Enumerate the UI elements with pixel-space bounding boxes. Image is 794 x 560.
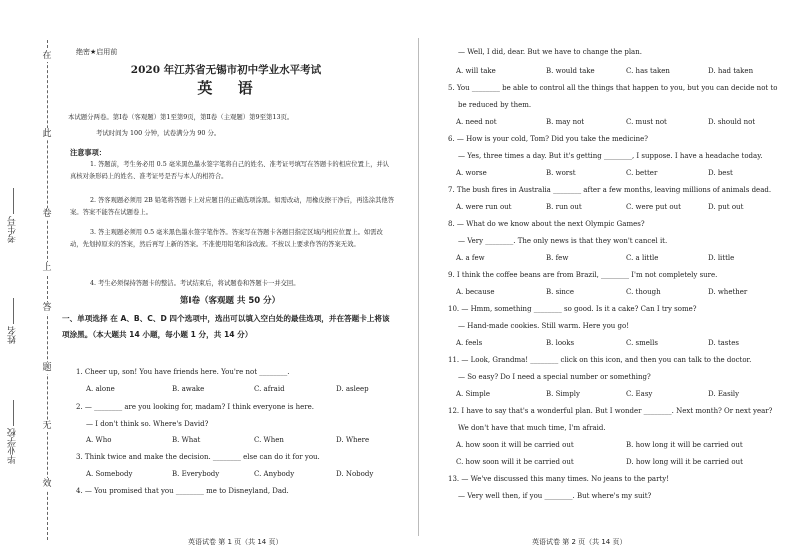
option: B. Simply [546, 390, 580, 398]
option: B. looks [546, 339, 575, 347]
option: C. better [626, 169, 658, 177]
question-4-reply: — Well, I did, dear. But we have to change the plan. [458, 48, 642, 56]
question-9: 9. I think the coffee beans are from Brazil, ________ I'm not completely sure. [448, 271, 718, 279]
option: C. though [626, 288, 661, 296]
question-8: 8. — What do we know about the next Olympic Games? [448, 220, 645, 228]
school-label: 毕业学校 [6, 400, 19, 464]
option: A. Somebody [86, 470, 133, 478]
note-item: 4. 考生必须保持答题卡的整洁。考试结束后，将试题卷和答题卡一并交回。 [90, 280, 300, 287]
option: D. little [708, 254, 735, 262]
question-12-cont: We don't have that much time, I'm afraid. [458, 424, 606, 432]
option: B. run out [546, 203, 582, 211]
question-6-reply: — Yes, three times a day. But it's getting ________, I suppose. I have a headache today. [458, 152, 763, 160]
option: C. were put out [626, 203, 681, 211]
option: D. Easily [708, 390, 740, 398]
option: A. will take [456, 67, 496, 75]
option: D. should not [708, 118, 756, 126]
seal-char: 在 [42, 51, 52, 61]
question-11: 11. — Look, Grandma! ________ click on this icon, and then you can talk to the doctor. [448, 356, 752, 364]
question-12: 12. I have to say that's a wonderful plan. But I wonder ________. Next month? Or next year? [448, 407, 773, 415]
seal-char: 答 [42, 303, 52, 313]
option: A. how soon it will be carried out [456, 441, 574, 449]
option: B. may not [546, 118, 585, 126]
option: C. Anybody [254, 470, 295, 478]
option: D. tastes [708, 339, 739, 347]
option: A. Who [86, 436, 112, 444]
option: B. few [546, 254, 569, 262]
question-7: 7. The bush fires in Australia ________ after a few months, leaving millions of animals dead. [448, 186, 772, 194]
secret-mark: 绝密★启用前 [76, 48, 118, 56]
option: A. worse [456, 169, 487, 177]
option: D. best [708, 169, 733, 177]
question-4: 4. — You promised that you ________ me to Disneyland, Dad. [76, 487, 289, 495]
option: D. Nobody [336, 470, 374, 478]
option: C. smells [626, 339, 658, 347]
subject-title: 英 语 [197, 79, 263, 97]
page-1 [64, 0, 396, 560]
intro-line: 考试时间为 100 分钟，试卷满分为 90 分。 [96, 129, 221, 137]
option: C. how soon will it be carried out [456, 458, 574, 466]
section-heading: 一、单项选择 在 A、B、C、D 四个选项中，选出可以填入空白处的最佳选项，并在答题卡上将该项涂黑。（本大题共 14 小题，每小题 1 分，共 14 分） [62, 314, 390, 339]
option: B. since [546, 288, 574, 296]
note-item: 2. 答客观题必须用 2B 铅笔将答题卡上对应题目的正确选项涂黑。如需改动，用橡皮擦干净后，再选涂其他答案。答案不能答在试题卷上。 [70, 197, 395, 216]
question-5: 5. You ________ be able to control all the things that happen to you, but you can decide not to [448, 84, 778, 92]
seal-char: 无 [42, 421, 52, 431]
option: C. Easy [626, 390, 653, 398]
note-item: 3. 答主观题必须用 0.5 毫米黑色墨水签字笔作答。答案写在答题卡各题目指定区域内相应位置上。如需改动，先划掉原来的答案，然后再写上新的答案。不准使用铅笔和涂改液。不按以上要求作答的答案无效。 [70, 229, 383, 248]
question-1: 1. Cheer up, son! You have friends here. You're not ________. [76, 368, 290, 376]
option: D. had taken [708, 67, 754, 75]
question-13: 13. — We've discussed this many times. No jeans to the party! [448, 475, 670, 483]
note-item: 1. 答题前，考生务必用 0.5 毫米黑色墨水签字笔将自己的姓名、准考证号填写在答题卡的相应位置上，并认真核对条形码上的姓名、准考证号是否与本人的相符合。 [70, 161, 390, 180]
option: C. a little [626, 254, 659, 262]
seal-char: 题 [42, 363, 52, 373]
question-10: 10. — Hmm, something ________ so good. Is it a cake? Can I try some? [448, 305, 697, 313]
name-label: 姓名 [6, 298, 19, 344]
option: B. how long it will be carried out [626, 441, 743, 449]
option: B. would take [546, 67, 595, 75]
seal-char: 效 [42, 479, 52, 489]
option: B. Everybody [172, 470, 220, 478]
option: D. how long will it be carried out [626, 458, 743, 466]
seal-char: 上 [42, 263, 52, 273]
question-6: 6. — How is your cold, Tom? Did you take the medicine? [448, 135, 649, 143]
seal-line [47, 40, 48, 540]
part-heading: 第Ⅰ卷（客观题 共 50 分） [179, 296, 281, 306]
notes-heading: 注意事项： [70, 148, 106, 157]
option: B. What [172, 436, 201, 444]
option: A. feels [456, 339, 483, 347]
question-3: 3. Think twice and make the decision. ________ else can do it for you. [76, 453, 320, 461]
question-5-cont: be reduced by them. [458, 101, 532, 109]
option: D. put out [708, 203, 744, 211]
page-footer: 英语试卷 第 2 页（共 14 页） [532, 538, 627, 546]
question-11-reply: — So easy? Do I need a special number or something? [458, 373, 651, 381]
intro-line: 本试题分两卷。第Ⅰ卷（客观题）第1至第9页，第Ⅱ卷（主观题）第9至第13页。 [68, 113, 294, 121]
option: D. asleep [336, 385, 369, 393]
page-footer: 英语试卷 第 1 页（共 14 页） [188, 538, 283, 546]
option: A. Simple [456, 390, 491, 398]
option: C. afraid [254, 385, 285, 393]
option: C. must not [626, 118, 667, 126]
option: A. alone [86, 385, 115, 393]
option: A. need not [456, 118, 497, 126]
page-2 [448, 0, 784, 560]
question-10-reply: — Hand-made cookies. Still warm. Here you go! [458, 322, 630, 330]
exam-title: 2020 年江苏省无锡市初中学业水平考试 [130, 64, 322, 76]
option: A. were run out [456, 203, 512, 211]
page-divider [418, 38, 419, 536]
question-8-reply: — Very ________. The only news is that they won't cancel it. [458, 237, 668, 245]
option: D. whether [708, 288, 748, 296]
option: A. because [456, 288, 495, 296]
option: B. worst [546, 169, 576, 177]
option: C. When [254, 436, 284, 444]
option: A. a few [456, 254, 485, 262]
option: B. awake [172, 385, 205, 393]
question-2-reply: — I don't think so. Where's David? [86, 420, 209, 428]
option: D. Where [336, 436, 370, 444]
binding-gutter [0, 0, 60, 560]
seal-char: 卷 [42, 209, 52, 219]
option: C. has taken [626, 67, 670, 75]
student-number-label: 考生号 [6, 188, 19, 243]
question-13-reply: — Very well then, if you ________. But where's my suit? [458, 492, 652, 500]
seal-char: 此 [42, 129, 52, 139]
question-2: 2. — ________ are you looking for, madam? I think everyone is here. [76, 403, 314, 411]
